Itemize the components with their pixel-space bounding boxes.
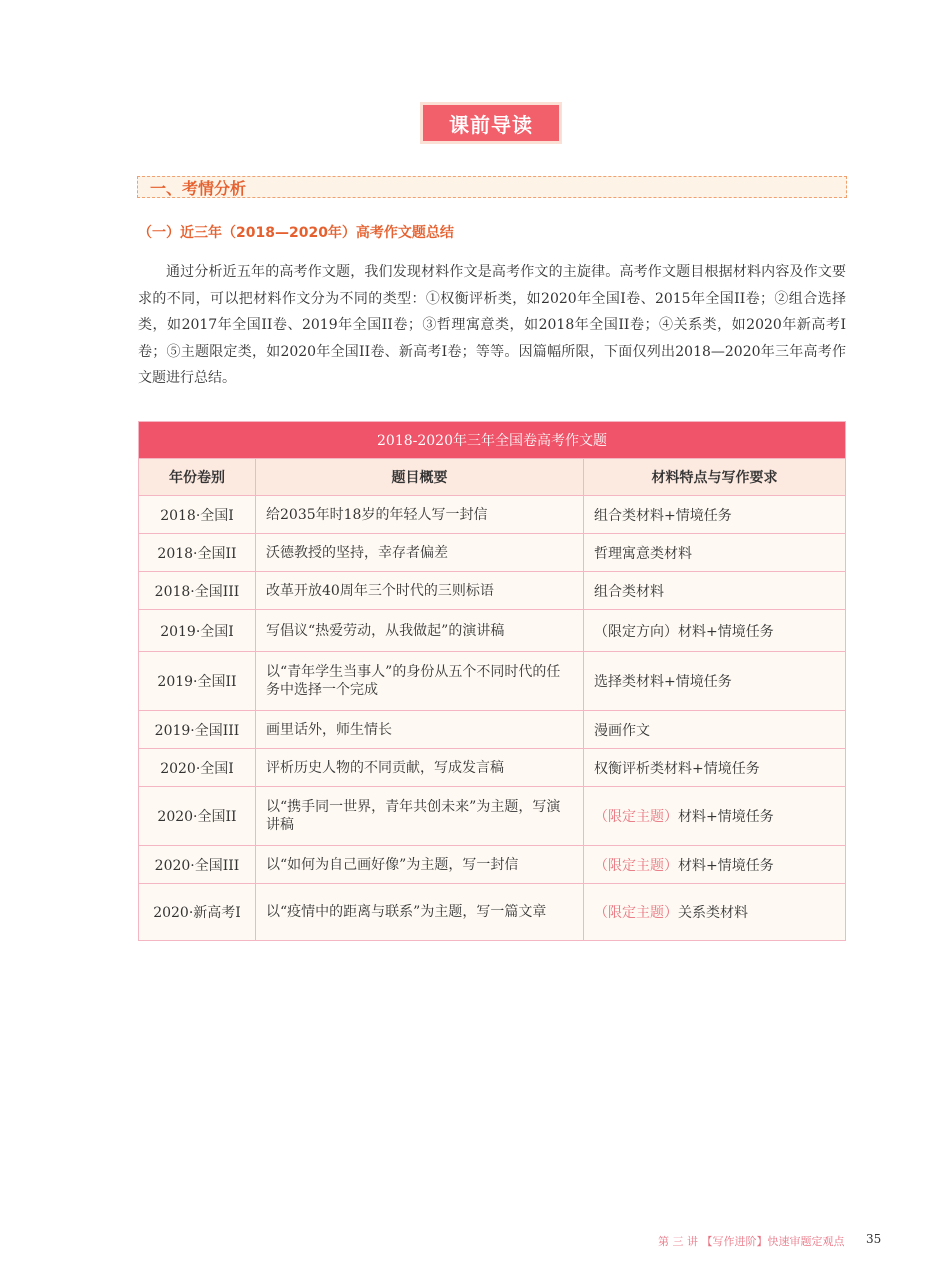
page-title: 课前导读 bbox=[423, 105, 559, 141]
cell-summary: 以“如何为自己画好像”为主题，写一封信 bbox=[256, 846, 584, 884]
cell-year: 2018·全国II bbox=[139, 534, 256, 572]
intro-paragraph: 通过分析近五年的高考作文题，我们发现材料作文是高考作文的主旋律。高考作文题目根据材料内容及作文要求的不同，可以把材料作文分为不同的类型：①权衡评析类，如2020年全国I卷、2015年全国II卷；②组合选择类，如2017年全国II卷、2019年全国II卷；③哲理寓意类，如2018年全国II卷；④关系类，如2020年新高考I卷；⑤主题限定类，如2020年全国II卷、新高考I卷；等等。因篇幅所限，下面仅列出2018—2020年三年高考作文题进行总结。 bbox=[138, 264, 846, 386]
cell-year: 2018·全国I bbox=[139, 496, 256, 534]
feature-prefix: （限定主题） bbox=[594, 905, 678, 921]
section-heading: 一、考情分析 bbox=[150, 178, 247, 198]
table-row bbox=[139, 787, 846, 846]
column-header-year: 年份卷别 bbox=[139, 459, 256, 496]
cell-summary: 改革开放40周年三个时代的三则标语 bbox=[256, 572, 584, 610]
cell-year: 2019·全国III bbox=[139, 711, 256, 749]
cell-feature bbox=[584, 846, 846, 884]
cell-feature bbox=[584, 884, 846, 941]
cell-year: 2019·全国II bbox=[139, 652, 256, 711]
table-row bbox=[139, 496, 846, 534]
table-row bbox=[139, 884, 846, 941]
table-caption-row bbox=[139, 422, 846, 459]
cell-feature bbox=[584, 652, 846, 711]
feature-text: 选择类材料+情境任务 bbox=[594, 674, 732, 690]
table-row bbox=[139, 610, 846, 652]
column-header-feature: 材料特点与写作要求 bbox=[584, 459, 846, 496]
cell-summary: 画里话外，师生情长 bbox=[256, 711, 584, 749]
table-row bbox=[139, 572, 846, 610]
cell-year: 2020·全国II bbox=[139, 787, 256, 846]
cell-feature bbox=[584, 572, 846, 610]
page-number: 35 bbox=[866, 1232, 882, 1246]
cell-year: 2018·全国III bbox=[139, 572, 256, 610]
feature-prefix: （限定主题） bbox=[594, 809, 678, 825]
feature-text: 材料+情境任务 bbox=[678, 809, 774, 825]
table-row bbox=[139, 652, 846, 711]
feature-text: 材料+情境任务 bbox=[678, 857, 774, 874]
table-header-row bbox=[139, 459, 846, 496]
cell-summary: 给2035年时18岁的年轻人写一封信 bbox=[256, 496, 584, 534]
cell-summary: 以“疫情中的距离与联系”为主题，写一篇文章 bbox=[256, 884, 584, 941]
cell-summary: 评析历史人物的不同贡献，写成发言稿 bbox=[256, 749, 584, 787]
cell-year: 2020·新高考I bbox=[139, 884, 256, 941]
table-body bbox=[139, 496, 846, 941]
cell-feature bbox=[584, 534, 846, 572]
cell-feature bbox=[584, 749, 846, 787]
cell-year: 2020·全国I bbox=[139, 749, 256, 787]
table-row bbox=[139, 749, 846, 787]
feature-text: 组合类材料+情境任务 bbox=[594, 507, 732, 524]
column-header-summary: 题目概要 bbox=[256, 459, 584, 496]
cell-feature bbox=[584, 787, 846, 846]
table-row bbox=[139, 534, 846, 572]
table-row bbox=[139, 846, 846, 884]
exam-topics-table bbox=[138, 421, 846, 941]
subsection-heading: （一）近三年（2018—2020年）高考作文题总结 bbox=[138, 225, 454, 241]
cell-summary: 写倡议“热爱劳动，从我做起”的演讲稿 bbox=[256, 610, 584, 652]
cell-year: 2019·全国I bbox=[139, 610, 256, 652]
cell-summary: 沃德教授的坚持，幸存者偏差 bbox=[256, 534, 584, 572]
section-heading-bar bbox=[137, 176, 847, 198]
cell-feature bbox=[584, 711, 846, 749]
table-row bbox=[139, 711, 846, 749]
footer-chapter-title: 第 三 讲 【写作进阶】快速审题定观点 bbox=[658, 1235, 845, 1248]
feature-text: 权衡评析类材料+情境任务 bbox=[594, 760, 760, 777]
feature-text: 关系类材料 bbox=[678, 905, 748, 921]
cell-feature bbox=[584, 496, 846, 534]
cell-summary: 以“青年学生当事人”的身份从五个不同时代的任务中选择一个完成 bbox=[256, 652, 584, 711]
cell-feature bbox=[584, 610, 846, 652]
cell-summary: 以“携手同一世界，青年共创未来”为主题，写演讲稿 bbox=[256, 787, 584, 846]
feature-text: 哲理寓意类材料 bbox=[594, 545, 692, 562]
feature-text: 漫画作文 bbox=[594, 722, 650, 739]
cell-year: 2020·全国III bbox=[139, 846, 256, 884]
feature-text: 组合类材料 bbox=[594, 583, 664, 600]
feature-prefix: （限定主题） bbox=[594, 857, 678, 874]
table-caption: 2018-2020年三年全国卷高考作文题 bbox=[139, 422, 846, 459]
feature-text: （限定方向）材料+情境任务 bbox=[594, 623, 774, 640]
